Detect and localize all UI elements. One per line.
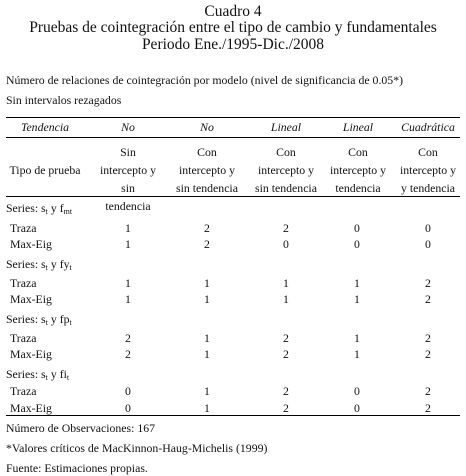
row-label: Traza	[10, 331, 37, 345]
table-cell: 1	[354, 347, 360, 361]
series-label: Series: $s_t$ y $f_{mt}$	[6, 201, 73, 216]
series-label: Series: $s_t$ y $fp_t$	[6, 312, 72, 327]
header-rule	[6, 137, 460, 138]
row-label: Traza	[10, 276, 37, 290]
table-cell: 2	[425, 292, 431, 306]
series-label: Series: $s_t$ y $fi_t$	[6, 367, 70, 382]
row-label: Max-Eig	[10, 237, 52, 251]
subheader-col-2: Con intercepto y sin tendencia	[176, 145, 238, 195]
table-cell: 0	[354, 384, 360, 398]
table-cell: 0	[425, 237, 431, 251]
table-cell: 1	[204, 276, 210, 290]
table-number: Cuadro 4	[204, 3, 262, 20]
table-note: Número de relaciones de cointegración por modelo (nivel de significancia de 0.05*)	[6, 73, 404, 87]
table-cell: 2	[425, 347, 431, 361]
subheader-col-1: Sin intercepto y sin tendencia	[99, 145, 156, 213]
table-cell: 2	[425, 331, 431, 345]
table-cell: 1	[204, 292, 210, 306]
row-label: Traza	[10, 221, 37, 235]
table-cell: 1	[125, 276, 131, 290]
header-col-3: Lineal	[270, 120, 302, 134]
table-cell: 1	[283, 292, 289, 306]
header-tendencia: Tendencia	[20, 120, 70, 134]
subheader-col-3: Con intercepto y sin tendencia	[255, 145, 317, 195]
table-cell: 1	[354, 292, 360, 306]
header-col-1: No	[121, 120, 135, 134]
table-cell: 1	[125, 292, 131, 306]
row-label: Max-Eig	[10, 401, 52, 415]
table-cell: 2	[125, 331, 131, 345]
table-cell: 0	[354, 221, 360, 235]
bottom-rule	[6, 415, 460, 416]
table-cell: 1	[204, 347, 210, 361]
table-cell: 1	[125, 221, 131, 235]
header-col-5: Cuadrática	[401, 120, 455, 134]
table-cell: 1	[204, 331, 210, 345]
table-cell: 2	[204, 221, 210, 235]
table-cell: 0	[125, 384, 131, 398]
subheader-col-4: Con intercepto y tendencia	[329, 145, 386, 195]
row-label: Max-Eig	[10, 347, 52, 361]
table-cell: 1	[125, 237, 131, 251]
table-cell: 2	[283, 384, 289, 398]
header-col-2: No	[200, 120, 214, 134]
observations-note: Número de Observaciones: 167	[6, 421, 156, 435]
table-cell: 0	[125, 401, 131, 415]
table-cell: 2	[204, 237, 210, 251]
table-cell: 2	[283, 221, 289, 235]
table-cell: 2	[425, 401, 431, 415]
table-cell: 0	[354, 237, 360, 251]
critical-values-note: *Valores críticos de MacKinnon-Haug-Michelis (1999)	[6, 441, 268, 455]
series-label: Series: $s_t$ y $fy_t$	[6, 257, 72, 272]
table-cell: 1	[283, 276, 289, 290]
table-cell: 1	[354, 331, 360, 345]
table-note-lags: Sin intervalos rezagados	[6, 93, 122, 107]
table-cell: 0	[283, 237, 289, 251]
top-rule	[6, 117, 460, 118]
source-note: Fuente: Estimaciones propias.	[6, 461, 148, 475]
row-label: Max-Eig	[10, 292, 52, 306]
table-cell: 2	[283, 347, 289, 361]
table-cell: 0	[354, 401, 360, 415]
row-label: Traza	[10, 384, 37, 398]
table-cell: 1	[204, 384, 210, 398]
table-cell: 1	[204, 401, 210, 415]
table-cell: 1	[354, 276, 360, 290]
subheader-col-5: Con intercepto y y tendencia	[399, 145, 456, 195]
subheader-tipo-de-prueba: Tipo de prueba	[9, 163, 81, 177]
header-col-4: Lineal	[342, 120, 374, 134]
table-cell: 0	[425, 221, 431, 235]
table-cell: 2	[425, 384, 431, 398]
table-period: Periodo Ene./1995-Dic./2008	[141, 36, 325, 53]
table-cell: 2	[125, 347, 131, 361]
table-cell: 2	[283, 401, 289, 415]
table-title: Pruebas de cointegración entre el tipo de cambio y fundamentales	[29, 19, 437, 36]
table-cell: 2	[283, 331, 289, 345]
table-cell: 2	[425, 276, 431, 290]
